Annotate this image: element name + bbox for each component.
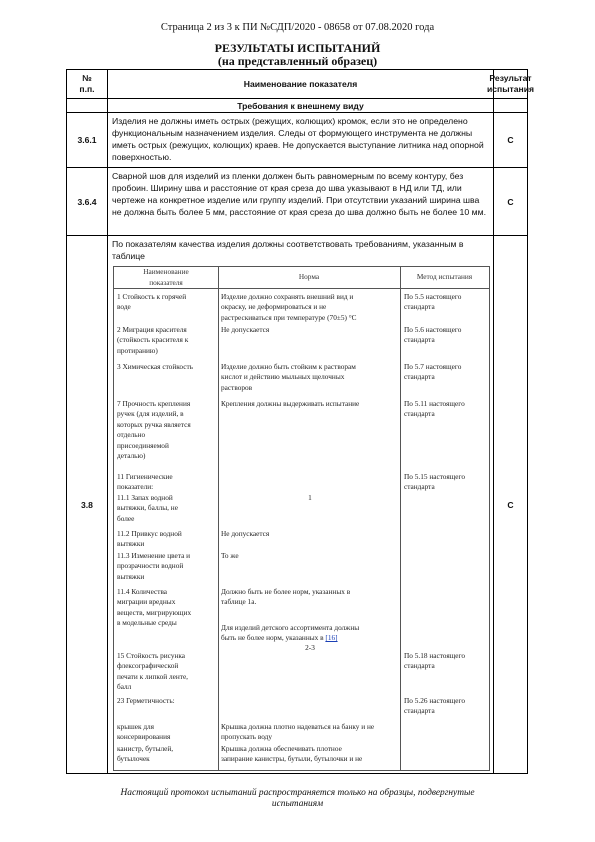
row-number: 3.6.1 <box>67 113 108 168</box>
inner-norm: 2-3 <box>305 643 315 652</box>
inner-norm-children <box>221 623 399 644</box>
row-number: 3.6.4 <box>67 168 108 236</box>
title-line2: (на представленный образец) <box>217 54 378 68</box>
row-result: С <box>494 113 527 168</box>
inner-norm: Крепления должны выдерживать испытание <box>221 399 360 408</box>
inner-name: 2 Миграция красителя (стойкость красителя к протиранию) <box>117 325 189 355</box>
row-result: С <box>494 168 527 236</box>
inner-norm: То же <box>221 551 239 560</box>
section-blank-left <box>67 99 108 113</box>
inner-name: 11 Гигиенические показатели: 11.1 Запах водной вытяжки, баллы, не более <box>117 472 178 523</box>
inner-name: 3 Химическая стойкость <box>117 362 193 371</box>
inner-name: крышек для консервирования <box>117 722 171 742</box>
reference-link[interactable]: [16] <box>325 633 338 643</box>
inner-norm-children-text: Для изделий детского ассортимента должны быть не более норм, указанных в <box>221 623 360 643</box>
inner-norm: Не допускается <box>221 325 270 334</box>
inner-name: 11.3 Изменение цвета и прозрачности водной вытяжки <box>117 551 191 581</box>
inner-method: По 5.18 настоящего стандарта <box>404 651 465 671</box>
row-result: С <box>507 499 514 510</box>
inner-header-method: Метод испытания <box>400 267 489 289</box>
row-text: По показателям качества изделия должны соответствовать требованиям, указанным в таблице <box>112 239 464 261</box>
row-number: 3.8 <box>67 236 108 773</box>
inner-method: По 5.5 настоящего стандарта <box>404 292 462 312</box>
row-text: Сварной шов для изделий из пленки должен быть равномерным по всему контуру, без пробоин. Ширину шва и расстояние от края среза до шва указывают в НД или ТД, или чертеже на конкретное изделие или группу изделий. При отсутствии указаний ширина шва не должна быть более 5 мм, расстояние от края среза до шва должно быть не более 10 мм. <box>108 168 494 236</box>
results-table <box>66 69 535 774</box>
inner-method: По 5.15 настоящего стандарта <box>404 472 465 492</box>
inner-name: 15 Стойкость рисунка флексографической печати к липкой ленте, балл <box>117 651 189 692</box>
inner-header-norm: Норма <box>218 267 400 289</box>
section-title: Требования к внешнему виду <box>108 99 494 113</box>
inner-method: По 5.26 настоящего стандарта <box>404 696 465 716</box>
inner-name: 23 Герметичность: <box>117 696 175 705</box>
inner-method: По 5.11 настоящего стандарта <box>404 399 465 419</box>
col-header-name: Наименование показателя <box>108 70 494 99</box>
inner-norm: Крышка должна плотно надеваться на банку и не пропускать воду <box>221 722 375 742</box>
inner-norm: Изделие должно быть стойким к растворам кислот и действию мыльных щелочных растворов <box>221 362 356 392</box>
inner-name: 11.4 Количества миграции вредных веществ, мигрирующих в модельные среды <box>117 587 192 628</box>
footer-note: Настоящий протокол испытаний распространяется только на образцы, подвергнутые испытаниям <box>120 788 475 809</box>
inner-norm: 1 <box>308 493 312 502</box>
inner-method: По 5.6 настоящего стандарта <box>404 325 462 345</box>
inner-name: 1 Стойкость к горячей воде <box>117 292 187 312</box>
inner-header-name: Наименование показателя <box>114 267 218 289</box>
norms-table <box>113 266 490 771</box>
inner-name: 7 Прочность крепления ручек (для изделий, в которых ручка является отдельно присоединяемой деталью) <box>117 399 191 461</box>
inner-norm: Должно быть не более норм, указанных в таблице 1а. <box>221 587 351 607</box>
col-header-result: Результат испытания <box>494 70 527 99</box>
inner-name: канистр, бутылей, бутылочек <box>117 744 174 764</box>
section-blank-right <box>494 99 527 113</box>
row-text: Изделия не должны иметь острых (режущих, колющих) кромок, если это не определено функциональным назначением изделия. Следы от формующего инструмента не должны иметь острых (режущих, колющих) краев. Не допускается выступание литника над опорной поверхностью. <box>108 113 494 168</box>
col-header-number: № п.п. <box>67 70 108 99</box>
document-title <box>0 42 595 68</box>
inner-norm: Крышка должна обеспечивать плотное запирание канистры, бутыли, бутылочки и не <box>221 744 363 764</box>
page-header: Страница 2 из 3 к ПИ №СДП/2020 - 08658 от 07.08.2020 года <box>160 22 435 33</box>
inner-norm: Не допускается <box>221 529 270 538</box>
title-line1: РЕЗУЛЬТАТЫ ИСПЫТАНИЙ <box>214 41 381 55</box>
inner-norm: Изделие должно сохранять внешний вид и окраску, не деформироваться и не растрескиваться при температуре (70±5) °С <box>221 292 357 322</box>
inner-name: 11.2 Привкус водной вытяжки <box>117 529 182 549</box>
inner-method: По 5.7 настоящего стандарта <box>404 362 462 382</box>
row-content <box>108 236 494 773</box>
